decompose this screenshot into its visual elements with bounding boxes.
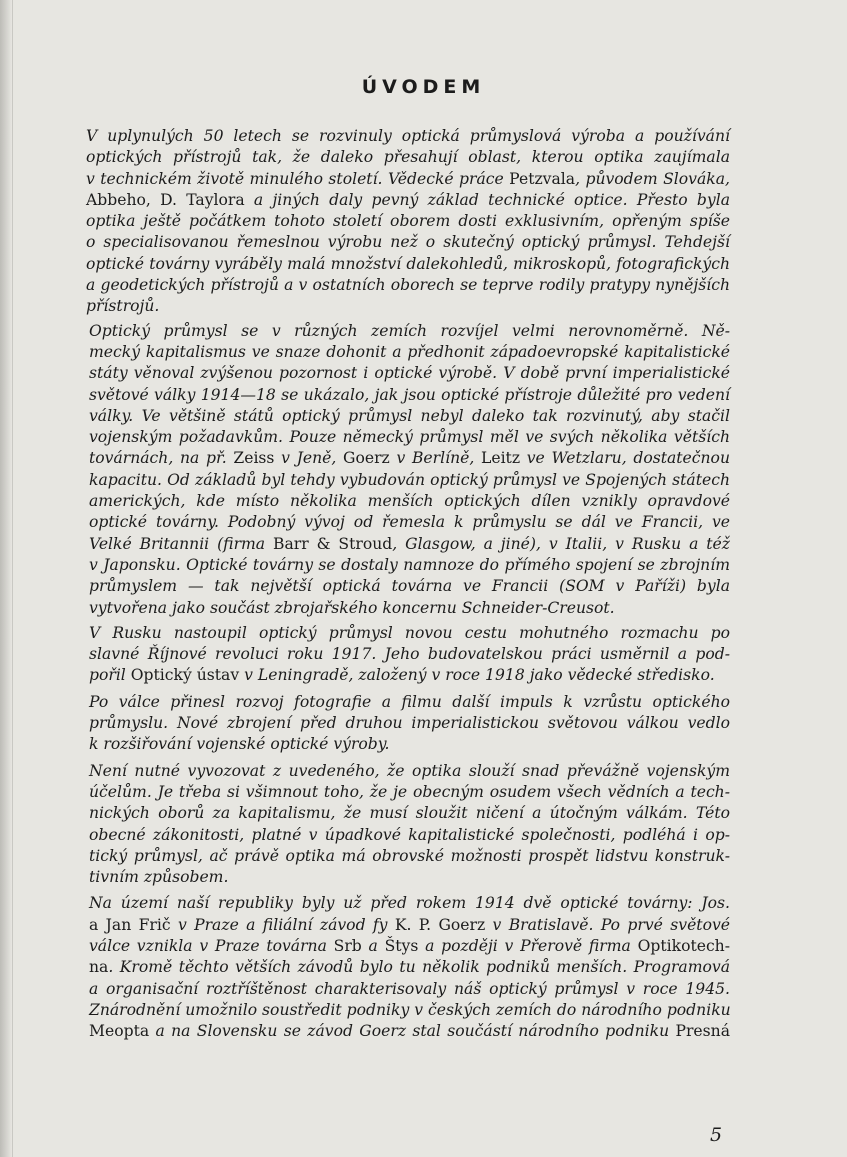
text-line: optických přístrojů tak, že daleko přesahují oblast, kterou optika zaujímala: [86, 148, 730, 167]
text-line: války. Ve většině států optický průmysl nebyl daleko tak rozvinutý, aby stačil: [89, 406, 730, 425]
text-line: [61, 936, 730, 957]
name-presna: Presná: [675, 1022, 730, 1041]
text-run: . Kromě těchto větších závodů bylo tu několik podniků menších. Programová: [108, 958, 730, 977]
text-line: V uplynulých 50 letech se rozvinuly optická průmyslová výroba a používání: [86, 127, 730, 145]
text-line: státy věnoval zvýšenou pozornost i optické výrobě. V době první imperialistické: [89, 364, 730, 383]
paragraph-3: [61, 623, 730, 687]
text-line: průmyslu. Nové zbrojení před druhou imperialistickou světovou válkou vedlo: [89, 714, 730, 733]
text-run: ve Wetzlaru, dostatečnou: [520, 449, 730, 468]
text-run: v Jeně,: [274, 449, 344, 468]
text-line: Znárodnění umožnilo soustředit podniky v českých zemích do národního podniku: [89, 1000, 731, 1019]
page-number: 5: [710, 1124, 723, 1146]
text-line: optické továrny. Podobný vývoj od řemesla k průmyslu se dál ve Francii, ve: [89, 513, 730, 532]
paragraph-2: [61, 321, 730, 619]
text-line: amerických, kde místo několika menších optických dílen vznikly opravdové: [89, 492, 730, 511]
paragraph-4: [61, 692, 730, 756]
text-line: [61, 1021, 730, 1042]
name-optikotechna-end: na: [89, 958, 109, 977]
name-srb: Srb: [333, 936, 362, 955]
name-stys: Štys: [384, 936, 419, 955]
text-run: v Berlíně,: [389, 449, 481, 468]
text-line: světové války 1914—18 se ukázalo, jak jsou optické přístroje důležité pro vedení: [89, 385, 730, 404]
page-binding-edge: [0, 0, 12, 1157]
name-zeiss: Zeiss: [233, 449, 275, 468]
name-jan-fric: a Jan Frič: [89, 915, 171, 934]
text-line: a geodetických přístrojů a v ostatních oborech se teprve rodily pratypy nynějších: [86, 276, 730, 295]
text-line: [61, 957, 730, 978]
text-run: válce vznikla v Praze továrna: [89, 936, 334, 955]
text-line: k rozšiřování vojenské optické výroby.: [89, 735, 390, 754]
paragraph-6: [61, 893, 730, 1042]
text-line: nických oborů za kapitalismu, že musí sloužit ničení a útočným válkám. Této: [89, 804, 730, 823]
text-run: a jiných daly pevný základ technické optice. Přesto byla: [244, 190, 730, 209]
text-line: tivním způsobem.: [89, 868, 229, 887]
text-line: Po válce přinesl rozvoj fotografie a filmu další impuls k vzrůstu optického: [89, 692, 730, 711]
text-line: optika ještě počátkem tohoto století oborem dosti exklusivním, opřeným spíše: [86, 212, 730, 231]
paragraph-5: [61, 761, 730, 889]
paragraph-1: [61, 126, 730, 318]
text-line: Optický průmysl se v různých zemích rozvíjel velmi nerovnoměrně. Ně-: [89, 321, 730, 340]
text-line: [61, 915, 730, 936]
text-line: průmyslem — tak největší optická továrna ve Francii (SOM v Paříži) byla: [89, 577, 730, 596]
text-run: a: [361, 936, 385, 955]
text-run: pořil: [89, 666, 131, 685]
text-run: v Leningradě, založený v roce 1918 jako vědecké středisko.: [239, 666, 715, 685]
text-run: a na Slovensku se závod Goerz stal součástí národního podniku: [149, 1022, 676, 1041]
text-run: , Glasgow, a jiné), v Italii, v Rusku a též: [392, 534, 730, 553]
text-line: slavné Říjnové revoluci roku 1917. Jeho budovatelskou práci usměrnil a pod-: [89, 645, 730, 664]
text-run: v Bratislavě. Po prvé světové: [485, 915, 730, 934]
text-line: kapacitu. Od základů byl tehdy vybudován optický průmysl ve Spojených státech: [89, 470, 730, 489]
text-run: Velké Britannii (firma: [89, 534, 274, 553]
body-text: [61, 126, 730, 1042]
name-leitz: Leitz: [480, 449, 521, 468]
text-line: vojenským požadavkům. Pouze německý průmysl měl ve svých několika větších: [89, 428, 730, 447]
name-barr-stroud: Barr & Stroud: [273, 534, 393, 553]
name-goerz: Goerz: [343, 449, 390, 468]
text-run: , původem Slováka,: [575, 169, 730, 188]
text-line: [61, 534, 730, 555]
name-optikotechna: Optikotech-: [637, 936, 730, 955]
text-line: obecné zákonitosti, platné v úpadkové kapitalistické společnosti, podléhá i op-: [89, 825, 730, 844]
text-line: [61, 169, 730, 190]
name-opticky-ustav: Optický ústav: [130, 666, 240, 685]
text-line: o specialisovanou řemeslnou výrobu než o skutečný optický průmysl. Tehdejší: [86, 233, 730, 252]
text-line: mecký kapitalismus ve snaze dohonit a předhonit západoevropské kapitalistické: [89, 342, 730, 361]
text-line: Není nutné vyvozovat z uvedeného, že optika slouží snad převážně vojenským: [89, 761, 730, 780]
chapter-heading: ÚVODEM: [361, 76, 486, 98]
names-abbe-taylor: Abbeho, D. Taylora: [86, 190, 245, 209]
text-line: V Rusku nastoupil optický průmysl novou cestu mohutného rozmachu po: [89, 623, 730, 642]
name-meopta: Meopta: [89, 1022, 150, 1041]
text-line: vytvořena jako součást zbrojařského koncernu Schneider-Creusot.: [89, 598, 615, 617]
text-run: v Praze a filiální závod fy: [170, 915, 395, 934]
text-run: v technickém životě minulého století. Vědecké práce: [86, 169, 510, 188]
text-line: Na území naší republiky byly už před rokem 1914 dvě optické továrny: Jos.: [89, 894, 730, 913]
text-line: v Japonsku. Optické továrny se dostaly namnoze do přímého spojení se zbrojním: [89, 555, 730, 574]
text-run: továrnách, na př.: [89, 449, 234, 468]
text-line: účelům. Je třeba si všimnout toho, že je obecným osudem všech vědních a tech-: [89, 782, 730, 801]
text-line: [61, 190, 730, 211]
page-binding-line: [12, 0, 13, 1157]
text-line: přístrojů.: [86, 297, 160, 316]
name-petzval: Petzvala: [509, 169, 576, 188]
text-line: [61, 448, 730, 469]
text-line: optické továrny vyráběly malá množství dalekohledů, mikroskopů, fotografických: [86, 254, 730, 273]
text-line: tický průmysl, ač právě optika má obrovské možnosti prospět lidstvu konstruk-: [89, 846, 730, 865]
name-kp-goerz: K. P. Goerz: [394, 915, 486, 934]
text-run: a později v Přerově firma: [418, 936, 638, 955]
text-line: [61, 665, 730, 686]
text-line: a organisační roztříštěnost charakterisovaly náš optický průmysl v roce 1945.: [89, 979, 730, 998]
